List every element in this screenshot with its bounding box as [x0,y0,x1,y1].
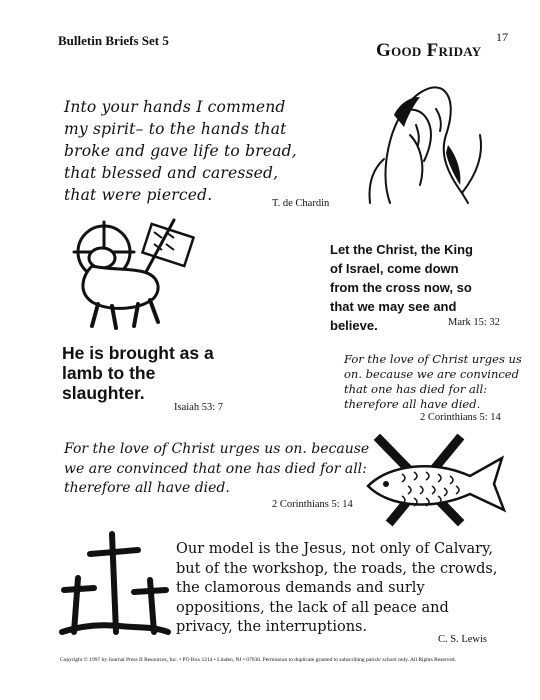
set-label: Bulletin Briefs Set 5 [58,33,169,48]
quote-line: slaughter. [62,383,145,403]
attribution-mark: Mark 15: 32 [448,317,500,328]
lamb-with-banner-illustration [62,218,202,333]
quote-line: privacy, the interruptions. [176,619,368,635]
quote-lewis [176,540,516,638]
attribution-chardin: T. de Chardin [272,198,330,209]
quote-line: that were pierced. [64,186,213,204]
quote-line: Let the Christ, the King [330,242,473,257]
quote-line: my spirit– to the hands that [64,120,287,138]
quote-line: we are convinced that one has died for all: [64,460,367,477]
quote-line: Into your hands I commend [64,98,286,116]
quote-line: of Israel, come down [330,261,459,276]
quote-line: that we may see and [330,299,457,314]
quote-corinthians-large [64,440,370,499]
quote-line: on. because we are convinced [344,367,519,381]
attribution-corinthians-small: 2 Corinthians 5: 14 [420,412,501,423]
quote-line: For the love of Christ urges us [344,352,522,366]
quote-line: from the cross now, so [330,280,472,295]
quote-line: lamb to the [62,363,156,383]
copyright-notice: Copyright © 1997 by Journal Press II Resources, Inc. • PO Box 1214 • Linden, NJ • 07036. Permission to duplicate granted to subscribing parish/ school only. All Rights Reserved. [60,657,456,663]
quote-line: the clamorous demands and surly [176,580,425,596]
quote-line: believe. [330,318,378,333]
quote-line: therefore all have died. [344,397,481,411]
quote-line: that one has died for all: [344,382,488,396]
quote-isaiah [62,343,302,403]
quote-line: For the love of Christ urges us on. because [64,441,370,457]
attribution-lewis: C. S. Lewis [438,634,488,645]
quote-line: but of the workshop, the roads, the crowds, [176,560,498,577]
three-crosses-illustration [60,528,170,638]
page-number: 17 [496,30,508,44]
quote-line: He is brought as a [62,343,214,363]
page-title: Good Friday [376,40,482,61]
quote-line: broke and gave life to bread, [64,142,297,160]
quote-line: therefore all have died. [64,480,230,496]
quote-line: that blessed and caressed, [64,164,279,182]
attribution-corinthians-large: 2 Corinthians 5: 14 [272,499,353,510]
praying-hands-illustration [350,75,500,205]
quote-line: Our model is the Jesus, not only of Calvary, [176,541,493,557]
attribution-isaiah: Isaiah 53: 7 [174,402,223,413]
quote-corinthians-small [344,352,520,412]
quote-line: oppositions, the lack of all peace and [176,599,449,616]
fish-with-cross-illustration [362,434,512,526]
quote-chardin [64,96,364,206]
